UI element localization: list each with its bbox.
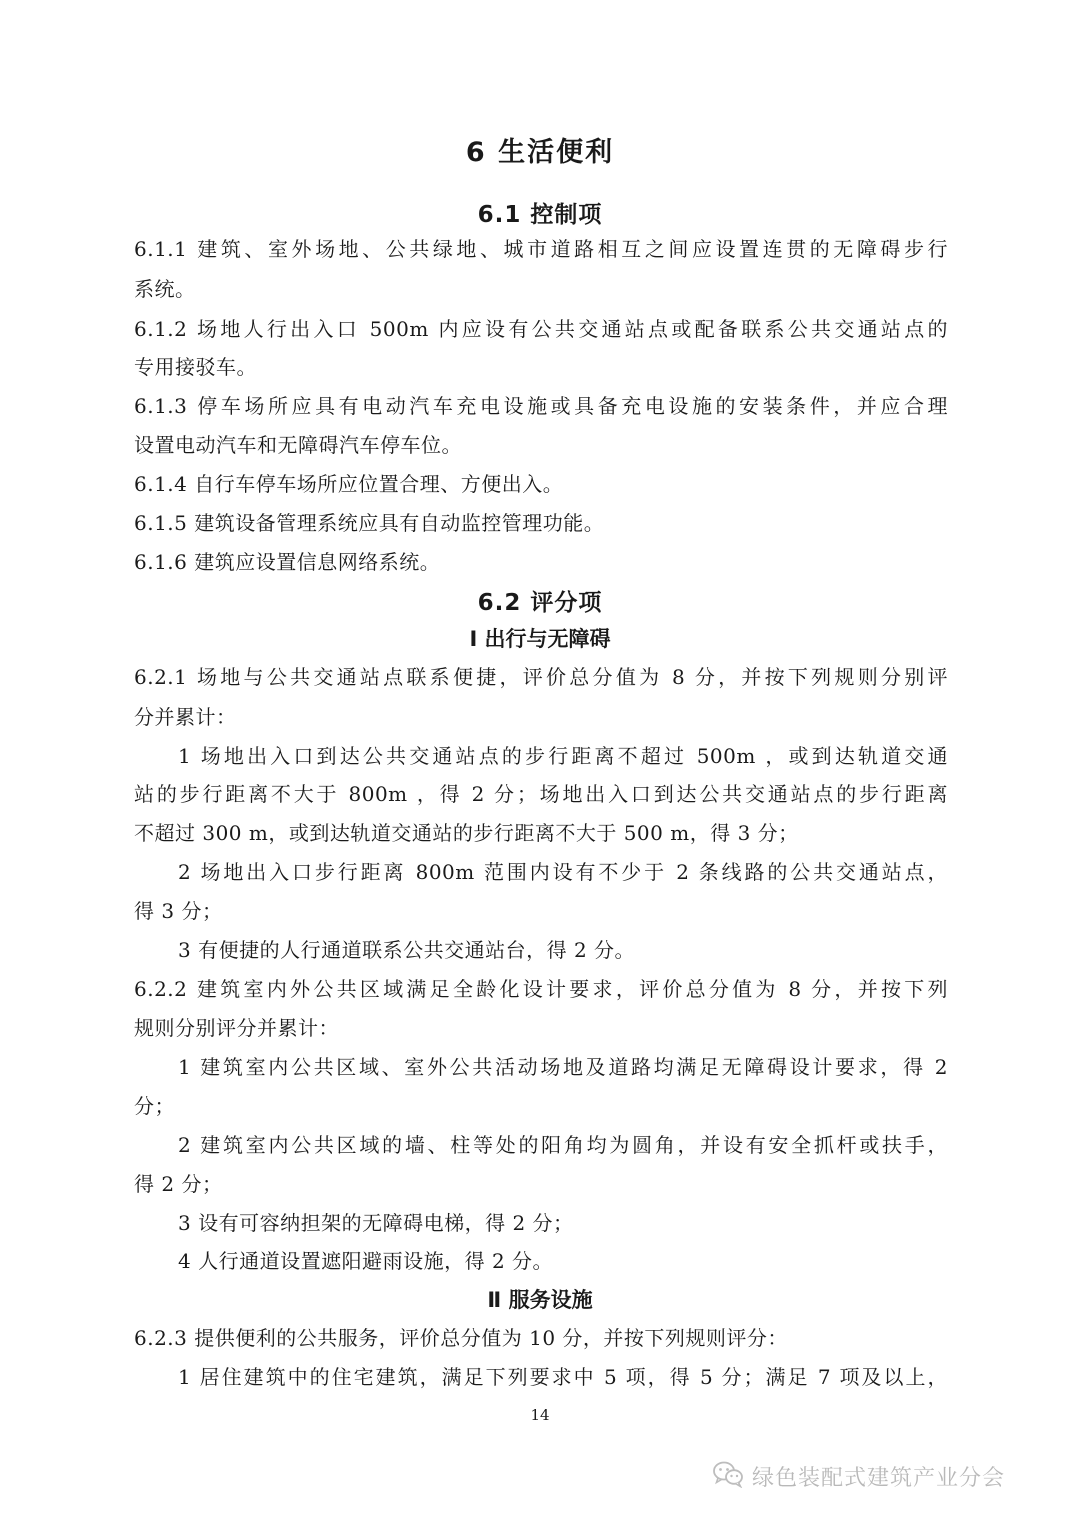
chapter-title: 6 生活便利 [465, 137, 615, 168]
clause-6-2-1: 6.2.1 场地与公共交通站点联系便捷，评价总分值为 8 分，并按下列规则分别评 [134, 665, 948, 689]
watermark-text: 绿色装配式建筑产业分会 [752, 1465, 1006, 1491]
clause-6-2-1-item-3: 3 有便捷的人行通道联系公共交通站台，得 2 分。 [178, 938, 636, 962]
clause-6-1-2-cont: 专用接驳车。 [134, 355, 257, 379]
clause-6-1-4: 6.1.4 自行车停车场所应位置合理、方便出入。 [134, 472, 564, 496]
clause-6-2-3: 6.2.3 提供便利的公共服务，评价总分值为 10 分，并按下列规则评分： [134, 1326, 788, 1350]
clause-6-2-2-item-2: 2 建筑室内公共区域的墙、柱等处的阳角均为圆角，并设有安全抓杆或扶手， [178, 1133, 948, 1157]
clause-6-2-1-item-2: 2 场地出入口步行距离 800m 范围内设有不少于 2 条线路的公共交通站点， [178, 860, 948, 884]
watermark [712, 1456, 1052, 1496]
clause-6-1-5: 6.1.5 建筑设备管理系统应具有自动监控管理功能。 [134, 511, 605, 535]
clause-6-2-2-item-2-cont: 得 2 分； [134, 1172, 223, 1196]
clause-6-1-6: 6.1.6 建筑应设置信息网络系统。 [134, 550, 441, 574]
subsection-heading-2: Ⅱ 服务设施 [487, 1288, 593, 1312]
clause-6-2-1-item-1-cont: 站的步行距离不大于 800m ，得 2 分；场地出入口到达公共交通站点的步行距离 [134, 782, 948, 806]
subsection-heading-1: Ⅰ 出行与无障碍 [469, 627, 611, 651]
clause-6-2-1-cont: 分并累计： [134, 705, 237, 729]
clause-6-2-2-item-4: 4 人行通道设置遮阳避雨设施，得 2 分。 [178, 1249, 554, 1273]
clause-6-2-1-item-1: 1 场地出入口到达公共交通站点的步行距离不超过 500m ，或到达轨道交通 [178, 744, 948, 768]
clause-6-2-3-item-1: 1 居住建筑中的住宅建筑，满足下列要求中 5 项，得 5 分；满足 7 项及以上， [178, 1365, 948, 1389]
clause-6-1-3: 6.1.3 停车场所应具有电动汽车充电设施或具备充电设施的安装条件，并应合理 [134, 394, 948, 418]
clause-6-2-2-item-3: 3 设有可容纳担架的无障碍电梯，得 2 分； [178, 1211, 574, 1235]
clause-6-2-2: 6.2.2 建筑室内外公共区域满足全龄化设计要求，评价总分值为 8 分，并按下列 [134, 977, 948, 1001]
wechat-icon [712, 1460, 744, 1492]
clause-6-1-1-cont: 系统。 [134, 277, 196, 301]
section-heading-6-2: 6.2 评分项 [477, 590, 603, 616]
clause-6-2-1-item-1-cont2: 不超过 300 m，或到达轨道交通站的步行距离不大于 500 m，得 3 分； [134, 821, 799, 845]
clause-6-2-2-cont: 规则分别评分并累计： [134, 1016, 339, 1040]
section-heading-6-1: 6.1 控制项 [477, 202, 603, 228]
clause-6-2-2-item-1-cont: 分； [134, 1094, 175, 1118]
page-number: 14 [530, 1406, 550, 1424]
clause-6-1-2: 6.1.2 场地人行出入口 500m 内应设有公共交通站点或配备联系公共交通站点的 [134, 317, 948, 341]
clause-6-1-1: 6.1.1 建筑、室外场地、公共绿地、城市道路相互之间应设置连贯的无障碍步行 [134, 237, 948, 261]
clause-6-2-1-item-2-cont: 得 3 分； [134, 899, 223, 923]
clause-6-1-3-cont: 设置电动汽车和无障碍汽车停车位。 [134, 433, 462, 457]
clause-6-2-2-item-1: 1 建筑室内公共区域、室外公共活动场地及道路均满足无障碍设计要求，得 2 [178, 1055, 948, 1079]
